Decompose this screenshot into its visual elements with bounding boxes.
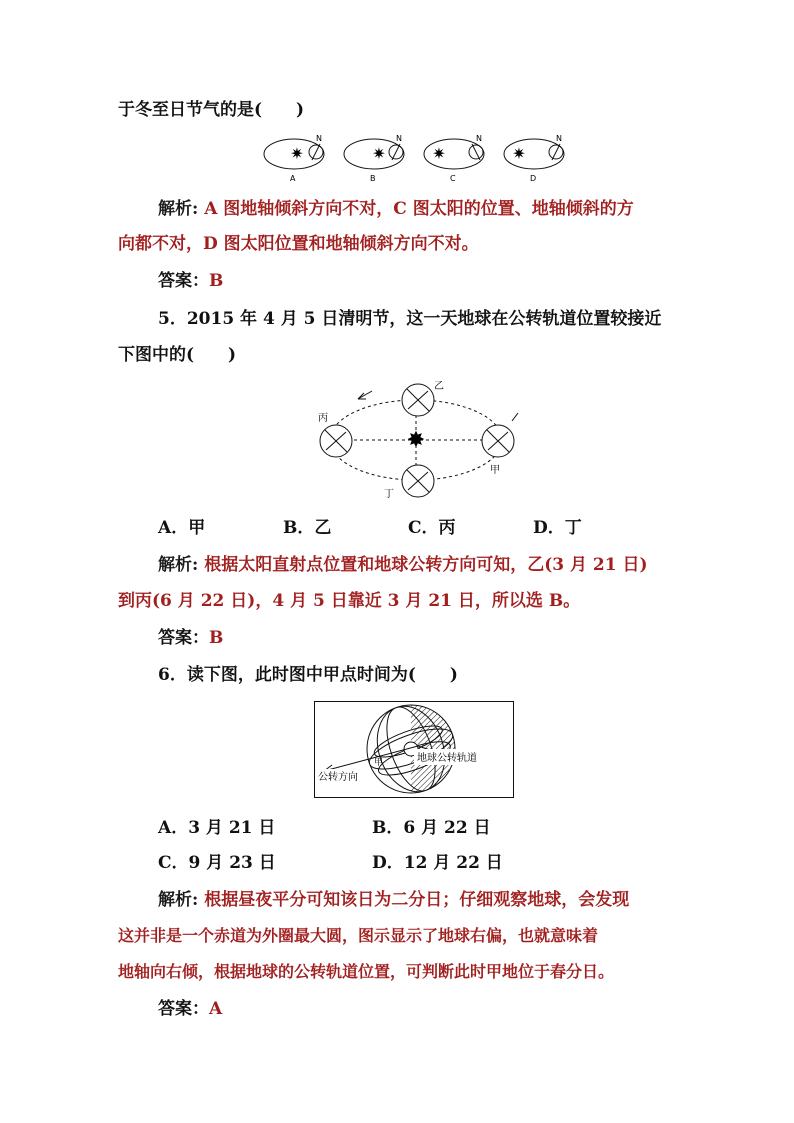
q5-stem-line2: 下图中的( ) — [118, 345, 237, 365]
q4-analysis-line1: 解析: A 图地轴倾斜方向不对，C 图太阳的位置、地轴倾斜的方 — [158, 199, 634, 219]
q4-stem-tail: 于冬至日节气的是( ) — [118, 100, 305, 120]
svg-text:✷: ✷ — [372, 144, 386, 163]
svg-text:✸: ✸ — [406, 428, 426, 453]
q5-option-a: A．甲 — [158, 518, 206, 538]
orbit-a — [264, 139, 324, 169]
q6-point-label: 甲 — [374, 758, 384, 768]
q4-orbit-figures — [258, 132, 578, 184]
q6-analysis-line2: 这并非是一个赤道为外圈最大圆，图示显示了地球右偏，也就意味着 — [118, 926, 599, 945]
svg-text:✷: ✷ — [290, 144, 304, 163]
orbit-b — [344, 139, 404, 169]
orbit-d — [504, 139, 564, 169]
north-label-b: N — [396, 134, 402, 143]
north-label-d: N — [556, 134, 562, 143]
fig-label-d: D — [530, 174, 537, 183]
q6-answer: 答案：A — [158, 999, 223, 1019]
q6-option-c: C．9 月 23 日 — [158, 853, 276, 873]
q5-stem-line1: 5．2015 年 4 月 5 日清明节，这一天地球在公转轨道位置较接近 — [158, 309, 662, 329]
q5-option-b: B．乙 — [283, 518, 332, 538]
q6-option-b: B．6 月 22 日 — [372, 818, 491, 838]
north-label-c: N — [476, 134, 482, 143]
q4-analysis-line2: 向都不对，D 图太阳位置和地轴倾斜方向不对。 — [118, 234, 479, 254]
q5-analysis-line2: 到丙(6 月 22 日)，4 月 5 日靠近 3 月 21 日，所以选 B。 — [118, 591, 581, 611]
q5-orbit-figure — [308, 375, 526, 500]
q5-option-c: C．丙 — [408, 518, 456, 538]
q6-option-a: A．3 月 21 日 — [158, 818, 276, 838]
q6-stem: 6．读下图，此时图中甲点时间为( ) — [158, 665, 458, 685]
q4-answer: 答案：B — [158, 271, 224, 291]
q6-analysis-line1: 解析: 根据昼夜平分可知该日为二分日；仔细观察地球，会发现 — [158, 890, 630, 910]
label-bing: 丙 — [318, 413, 328, 424]
q5-answer: 答案：B — [158, 628, 224, 648]
label-jia: 甲 — [490, 465, 500, 476]
q6-analysis-line3: 地轴向右倾，根据地球的公转轨道位置，可判断此时甲地位于春分日。 — [118, 962, 615, 981]
fig-label-b: B — [370, 174, 376, 183]
q5-analysis-line1: 解析: 根据太阳直射点位置和地球公转方向可知，乙(3 月 21 日) — [158, 555, 648, 575]
label-yi: 乙 — [434, 381, 444, 392]
q6-globe-figure — [314, 701, 514, 798]
north-label-a: N — [316, 134, 322, 143]
q6-direction-label: 公转方向 — [318, 772, 358, 783]
fig-label-a: A — [290, 174, 296, 183]
q6-orbit-label: 地球公转轨道 — [417, 753, 477, 764]
q6-option-d: D．12 月 22 日 — [372, 853, 503, 873]
svg-text:✷: ✷ — [512, 144, 526, 163]
svg-text:✷: ✷ — [432, 144, 446, 163]
q5-option-d: D．丁 — [533, 518, 582, 538]
analysis-label: 解析 — [158, 199, 192, 219]
label-ding: 丁 — [384, 489, 394, 500]
orbit-c — [424, 139, 484, 169]
fig-label-c: C — [450, 174, 456, 183]
